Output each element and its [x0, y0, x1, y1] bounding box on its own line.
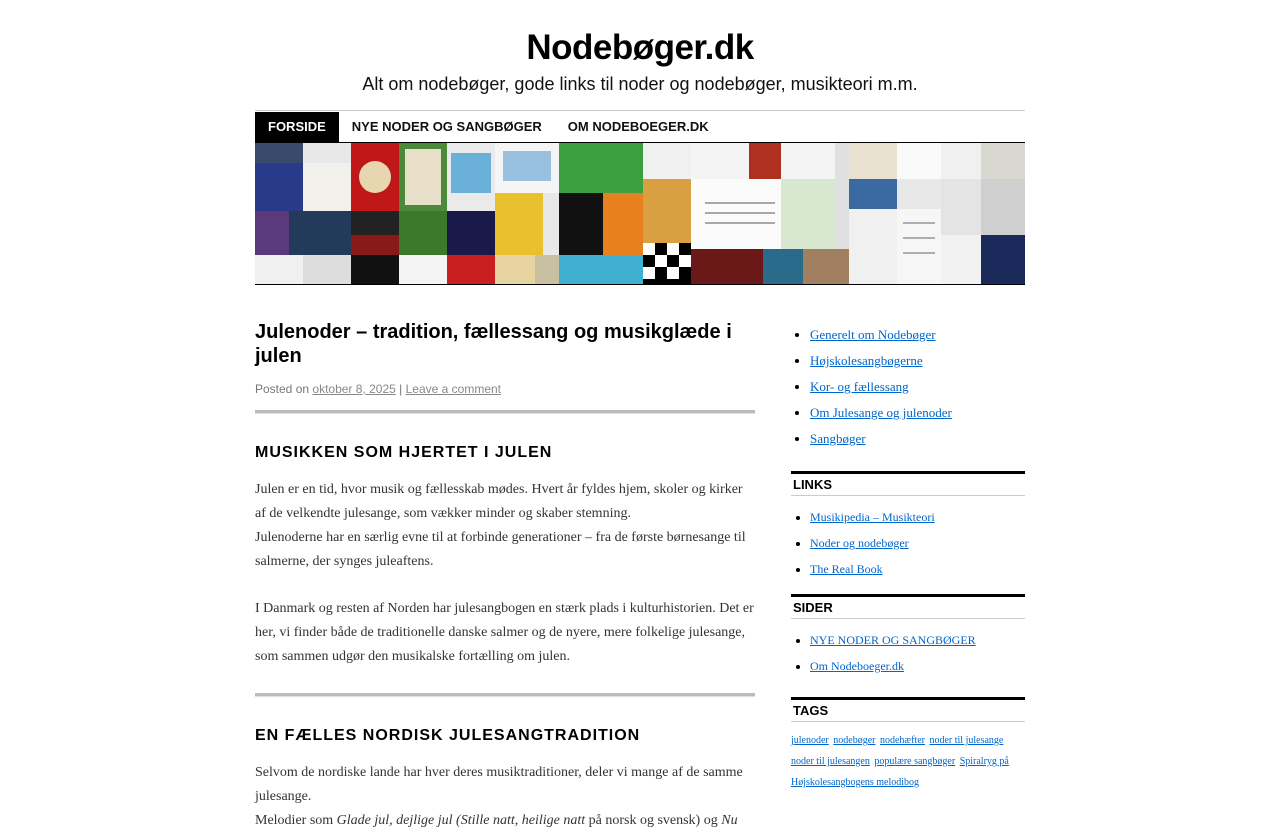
- category-link[interactable]: Om Julesange og julenoder: [810, 405, 952, 420]
- nav-item-nye-noder[interactable]: NYE NODER OG SANGBØGER: [351, 119, 542, 134]
- section-divider: [255, 693, 755, 697]
- tag-cloud: [791, 730, 1025, 793]
- tag-link[interactable]: populære sangbøger: [874, 756, 956, 767]
- sidebar-link[interactable]: The Real Book: [810, 562, 883, 576]
- list-item: [810, 653, 1025, 679]
- section-divider: [255, 410, 755, 414]
- section-heading: MUSIKKEN SOM HJERTET I JULEN: [255, 444, 553, 461]
- list-item: [810, 556, 1025, 582]
- tag-link[interactable]: noder til julesange: [929, 735, 1004, 746]
- leave-comment-link[interactable]: Leave a comment: [405, 382, 501, 396]
- list-item: [810, 627, 1025, 653]
- site-title[interactable]: Nodebøger.dk: [526, 28, 754, 67]
- paragraph: Selvom de nordiske lande har hver deres musiktraditioner, deler vi mange af de samme julesange.: [255, 765, 743, 804]
- paragraph: Melodier som Glade jul, dejlige jul (Stille natt, heilige natt på norsk og svensk) og Nu: [255, 813, 738, 828]
- category-list: [791, 322, 1025, 452]
- paragraph: Julenoderne har en særlig evne til at forbinde generationer – fra de første børnesange til salmerne, der synges juleaftens.: [255, 530, 746, 569]
- category-link[interactable]: Generelt om Nodebøger: [810, 327, 936, 342]
- section-heading: EN FÆLLES NORDISK JULESANGTRADITION: [255, 727, 641, 744]
- widget-title: SIDER: [791, 594, 1025, 619]
- list-item: [810, 348, 1025, 374]
- meta-divider: |: [399, 382, 403, 396]
- sidebar-link[interactable]: Musikipedia – Musikteori: [810, 510, 935, 524]
- main-nav: [255, 112, 722, 142]
- tag-link[interactable]: julenoder: [791, 735, 829, 746]
- site-description: Alt om nodebøger, gode links til noder og nodebøger, musikteori m.m.: [362, 74, 918, 94]
- posted-on-label: Posted on: [255, 382, 310, 396]
- header-banner-collage: [255, 142, 1025, 285]
- sidebar-link[interactable]: Noder og nodebøger: [810, 536, 909, 550]
- tag-link[interactable]: nodebøger: [833, 735, 876, 746]
- sidebar-link[interactable]: NYE NODER OG SANGBØGER: [810, 633, 976, 647]
- widget-title: TAGS: [791, 697, 1025, 722]
- sidebar-link[interactable]: Om Nodeboeger.dk: [810, 659, 904, 673]
- paragraph: I Danmark og resten af Norden har julesangbogen en stærk plads i kulturhistorien. Det er her, vi finder både de traditionelle danske salmer og de nyere, mere folkelige julesange, som sammen udgør den musikalske fortælling om julen.: [255, 601, 754, 664]
- post-title[interactable]: Julenoder – tradition, fællessang og musikglæde i julen: [255, 321, 732, 367]
- list-item: [810, 322, 1025, 348]
- category-link[interactable]: Højskolesangbøgerne: [810, 353, 923, 368]
- category-link[interactable]: Kor- og fællessang: [810, 379, 909, 394]
- list-item: [810, 530, 1025, 556]
- paragraph: Julen er en tid, hvor musik og fællesskab mødes. Hvert år fyldes hjem, skoler og kirker af de velkendte julesange, som vækker minder og skaber stemning.: [255, 482, 743, 521]
- list-item: [810, 400, 1025, 426]
- pages-widget: [791, 594, 1025, 679]
- post-meta: [255, 382, 755, 396]
- nav-item-om[interactable]: OM NODEBOEGER.DK: [567, 119, 709, 134]
- list-item: [810, 426, 1025, 452]
- main-content: [255, 320, 755, 833]
- post-date-link[interactable]: oktober 8, 2025: [312, 382, 396, 396]
- sidebar: [791, 322, 1025, 793]
- tag-link[interactable]: Højskolesangbogens melodibog: [791, 777, 920, 788]
- banner-collage-image: [255, 143, 1025, 284]
- header-divider: [255, 110, 1025, 111]
- tag-link[interactable]: nodehæfter: [879, 735, 925, 746]
- tag-link[interactable]: noder til julesangen: [791, 756, 870, 767]
- tags-widget: [791, 697, 1025, 793]
- links-widget: [791, 471, 1025, 582]
- category-link[interactable]: Sangbøger: [810, 431, 866, 446]
- list-item: [810, 374, 1025, 400]
- tag-link[interactable]: Spiralryg på: [959, 756, 1009, 767]
- list-item: [810, 504, 1025, 530]
- nav-item-forside[interactable]: FORSIDE: [255, 112, 339, 142]
- widget-title: LINKS: [791, 471, 1025, 496]
